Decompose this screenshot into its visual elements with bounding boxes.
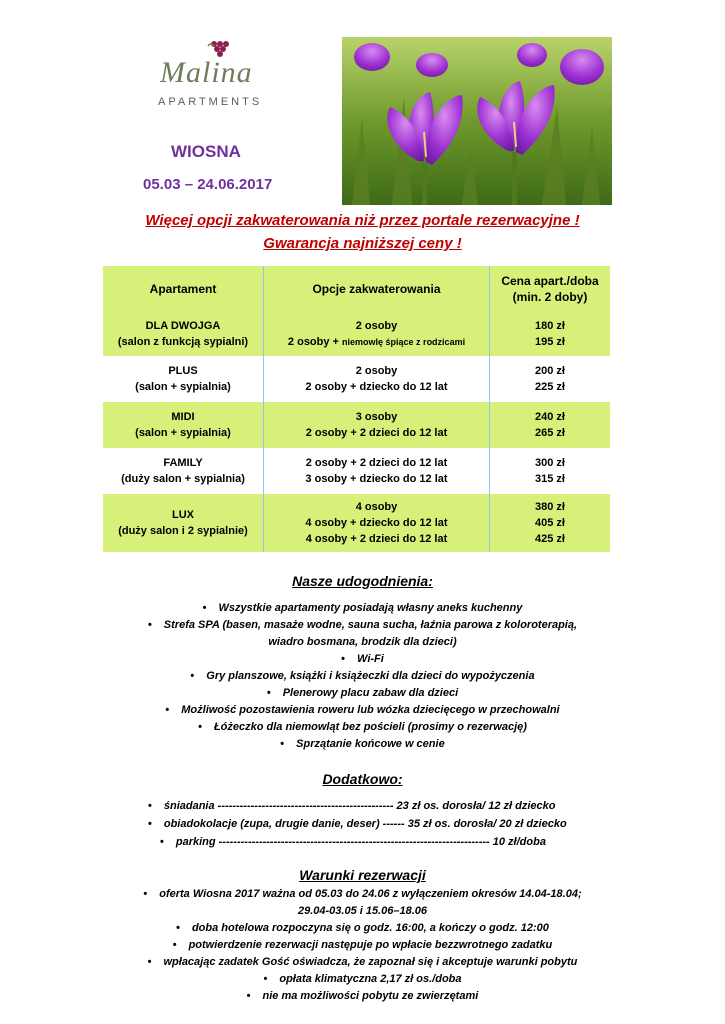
price: 200 zł [535,365,565,377]
list-item: • nie ma możliwości pobytu ze zwierzętami [0,988,725,1005]
option-line: 2 osoby [355,365,398,377]
malina-logo [158,40,268,112]
list-item: • opłata klimatyczna 2,17 zł os./doba [0,971,725,988]
option-line: 2 osoby + 2 dzieci do 12 lat [305,457,448,469]
bullet-icon: • [202,602,207,614]
apartment-name: FAMILY [163,457,203,469]
table-row [103,402,610,448]
option-note: niemowlę śpiące z rodzicami [342,337,466,347]
bullet-icon: • [148,818,152,830]
header-price: Cena apart./doba [501,274,599,288]
price: 300 zł [535,457,565,469]
option-line: 4 osoby [355,501,398,513]
list-item: • potwierdzenie rezerwacji następuje po wpłacie bezzwrotnego zadatku [0,937,725,954]
list-item: • obiadokolacje (zupa, drugie danie, deser) ------ 35 zł os. dorosła/ 20 zł dziecko [148,815,618,833]
price: 265 zł [535,427,565,439]
option-line: 3 osoby + dziecko do 12 lat [305,473,448,485]
apartment-name: PLUS [168,365,198,377]
amenities-list [0,600,725,753]
bullet-icon: • [148,800,152,812]
apartment-name: MIDI [171,411,195,423]
list-item-continuation: 29.04-03.05 i 15.06–18.06 [297,905,428,917]
option-line: 4 osoby + dziecko do 12 lat [305,517,448,529]
season-title: WIOSNA [171,142,241,161]
list-item: • Łóżeczko dla niemowląt bez pościeli (prosimy o rezerwację) [0,719,725,736]
option-line: 2 osoby [355,320,398,332]
bullet-icon: • [263,973,268,985]
extras-title: Dodatkowo: [322,771,403,787]
price: 225 zł [535,381,565,393]
apartment-desc: (duży salon + sypialnia) [121,473,245,485]
header-apartment: Apartament [149,282,217,296]
list-item: • Gry planszowe, książki i książeczki dla dzieci do wypożyczenia [0,668,725,685]
season-dates: 05.03 – 24.06.2017 [143,176,273,193]
list-item-continuation: wiadro bosmana, brodzik dla dzieci) [268,636,457,648]
crocus-photo [342,37,612,205]
list-item: • oferta Wiosna 2017 ważna od 05.03 do 24.06 z wyłączeniem okresów 14.04-18.04; [0,886,725,903]
price: 405 zł [535,517,565,529]
apartment-desc: (duży salon i 2 sypialnie) [118,525,248,537]
table-header-row [103,266,610,312]
list-item: • wpłacając zadatek Gość oświadcza, że zapoznał się i akceptuje warunki pobytu [0,954,725,971]
bullet-icon: • [147,619,152,631]
header-min-nights: (min. 2 doby) [512,290,588,304]
price: 240 zł [535,411,565,423]
bullet-icon: • [246,990,251,1002]
bullet-icon: • [190,670,195,682]
extras-list [148,797,618,851]
price: 195 zł [535,336,565,348]
header-options: Opcje zakwaterowania [312,282,441,296]
apartment-name: DLA DWOJGA [145,320,221,332]
table-row [103,448,610,494]
option-line: 3 osoby [355,411,398,423]
list-item: • Możliwość pozostawienia roweru lub wózka dziecięcego w przechowalni [0,702,725,719]
logo-wordmark: Malina [160,56,253,89]
bullet-icon: • [341,653,346,665]
table-row [103,494,610,552]
price-table [103,266,610,552]
list-item: • Wszystkie apartamenty posiadają własny aneks kuchenny [0,600,725,617]
table-row [103,356,610,402]
bullet-icon: • [172,939,177,951]
bullet-icon: • [143,888,148,900]
price: 180 zł [535,320,565,332]
option-line: 4 osoby + 2 dzieci do 12 lat [305,533,448,545]
list-item: • parking -------------------------------------------------------------------------- 10 zł/doba [148,833,618,851]
logo-subtitle: APARTMENTS [158,96,263,108]
terms-title: Warunki rezerwacji [299,867,426,883]
apartment-desc: (salon + sypialnia) [135,427,231,439]
apartment-name: LUX [172,509,194,521]
promo-line-1: Więcej opcji zakwaterowania niż przez portale rezerwacyjne ! [145,212,580,229]
table-row [103,312,610,356]
terms-list [0,886,725,1005]
list-item: • śniadania ------------------------------------------------ 23 zł os. dorosła/ 12 zł dziecko [148,797,618,815]
amenities-title: Nasze udogodnienia: [292,573,433,589]
option-line: 2 osoby + 2 dzieci do 12 lat [305,427,448,439]
bullet-icon: • [147,956,152,968]
bullet-icon: • [176,922,180,934]
bullet-icon: • [160,836,164,848]
list-item: • doba hotelowa rozpoczyna się o godz. 16:00, a kończy o godz. 12:00 [0,920,725,937]
price: 425 zł [535,533,565,545]
list-item: • Sprzątanie końcowe w cenie [0,736,725,753]
list-item: • Strefa SPA (basen, masaże wodne, sauna sucha, łaźnia parowa z koloroterapią, [0,617,725,634]
list-item: • Plenerowy placu zabaw dla dzieci [0,685,725,702]
option-line: 2 osoby + [287,336,339,348]
promo-line-2: Gwarancja najniższej ceny ! [263,235,462,252]
option-line: 2 osoby + dziecko do 12 lat [305,381,448,393]
price: 380 zł [535,501,565,513]
apartment-desc: (salon z funkcją sypialni) [117,336,249,348]
bullet-icon: • [266,687,271,699]
bullet-icon: • [280,738,285,750]
list-item: • Wi-Fi [0,651,725,668]
apartment-desc: (salon + sypialnia) [135,381,231,393]
bullet-icon: • [165,704,170,716]
bullet-icon: • [198,721,202,733]
price: 315 zł [535,473,565,485]
